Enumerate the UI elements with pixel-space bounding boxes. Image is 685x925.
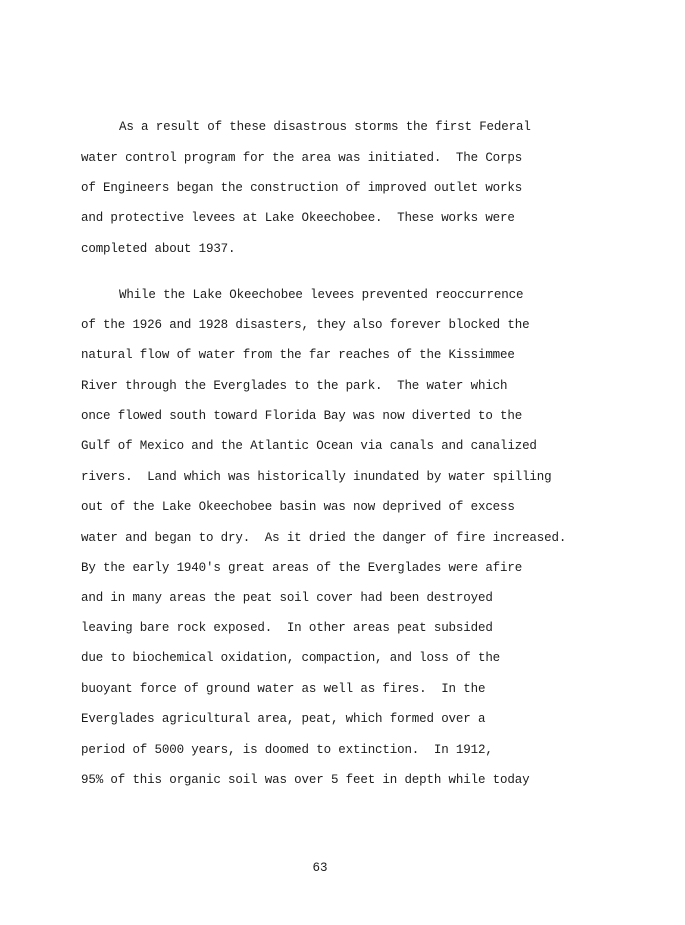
- text-line: completed about 1937.: [81, 242, 236, 256]
- text-line: water and began to dry. As it dried the danger of fire increased.: [81, 531, 567, 545]
- text-line: natural flow of water from the far reaches of the Kissimmee: [81, 348, 515, 362]
- text-line: Gulf of Mexico and the Atlantic Ocean via canals and canalized: [81, 439, 537, 453]
- text-line: of Engineers began the construction of improved outlet works: [81, 181, 523, 195]
- text-line: rivers. Land which was historically inundated by water spilling: [81, 470, 552, 484]
- text-line: 95% of this organic soil was over 5 feet in depth while today: [81, 773, 530, 787]
- text-line: and protective levees at Lake Okeechobee. These works were: [81, 211, 515, 225]
- text-line: out of the Lake Okeechobee basin was now deprived of excess: [81, 500, 515, 514]
- text-line: due to biochemical oxidation, compaction, and loss of the: [81, 651, 501, 665]
- text-line: River through the Everglades to the park. The water which: [81, 379, 508, 393]
- text-line: Everglades agricultural area, peat, which formed over a: [81, 712, 486, 726]
- text-line: buoyant force of ground water as well as fires. In the: [81, 682, 486, 696]
- text-line: leaving bare rock exposed. In other areas peat subsided: [81, 621, 493, 635]
- text-line: As a result of these disastrous storms the first Federal: [119, 120, 531, 134]
- text-line: While the Lake Okeechobee levees prevented reoccurrence: [119, 288, 524, 302]
- text-line: of the 1926 and 1928 disasters, they also forever blocked the: [81, 318, 530, 332]
- page-number: 63: [312, 861, 328, 875]
- text-line: By the early 1940's great areas of the Everglades were afire: [81, 561, 523, 575]
- text-line: and in many areas the peat soil cover had been destroyed: [81, 591, 493, 605]
- text-line: water control program for the area was initiated. The Corps: [81, 151, 523, 165]
- text-line: period of 5000 years, is doomed to extinction. In 1912,: [81, 743, 493, 757]
- text-line: once flowed south toward Florida Bay was now diverted to the: [81, 409, 523, 423]
